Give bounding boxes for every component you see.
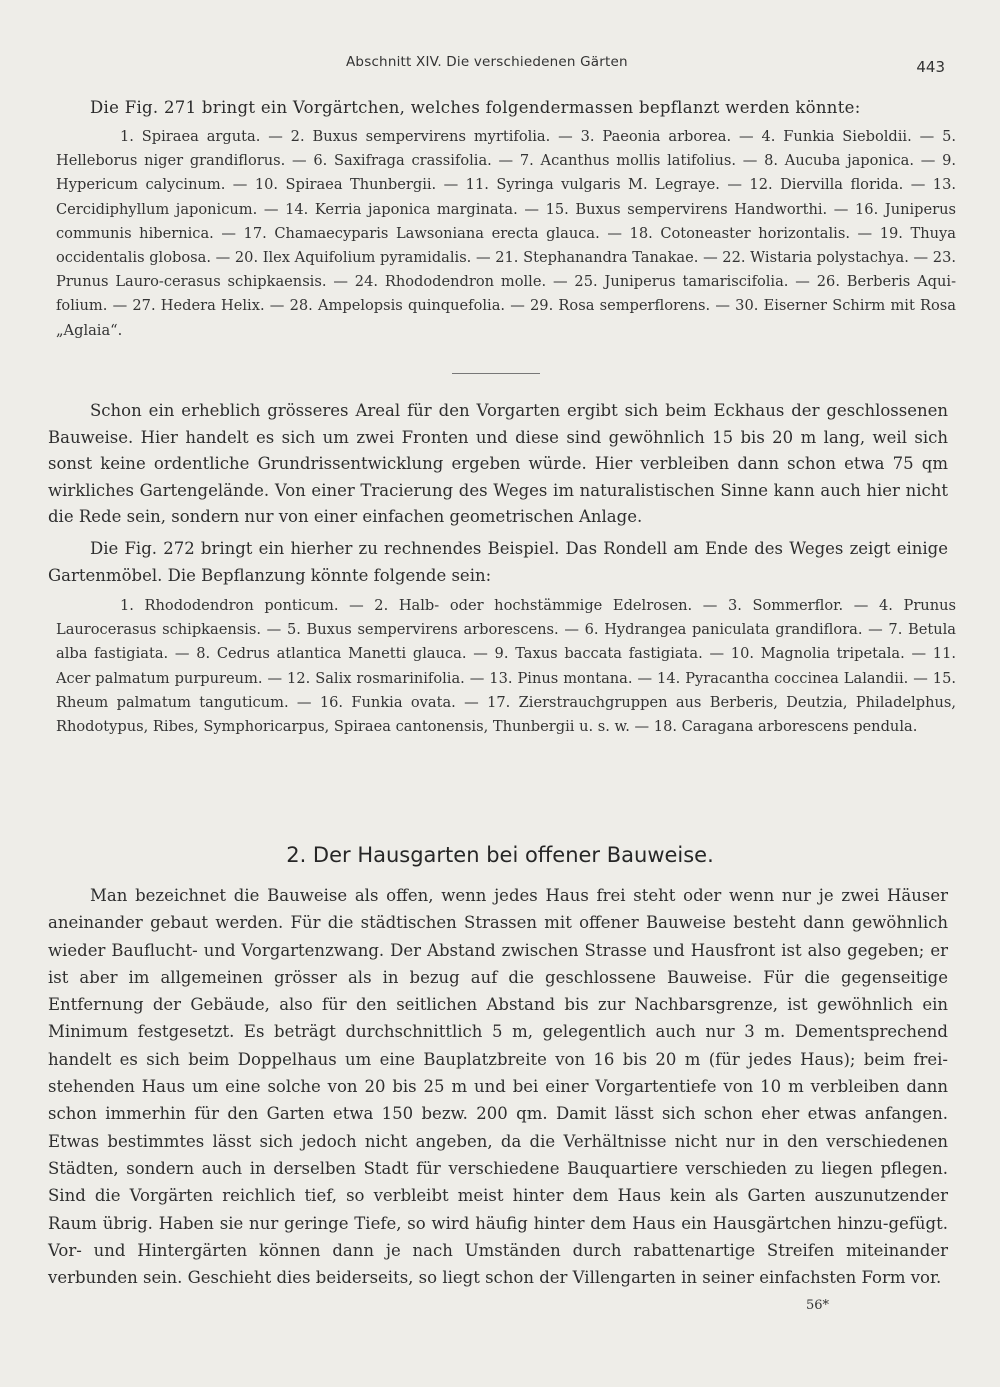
- paragraph-fig272: Die Fig. 272 bringt ein hierher zu rechnendes Beispiel. Das Rondell am Ende des Weges zeigt einige Gartenmöbel. Die Bepflanzung könnte folgende sein:: [48, 539, 948, 585]
- section-divider: [452, 373, 540, 374]
- paragraph-eckhaus: Schon ein erheblich grösseres Areal für den Vorgarten ergibt sich beim Eckhaus der geschlossenen Bauweise. Hier handelt es sich um zwei Fronten und diese sind gewöhnlich 15 bis 20 m lang, weil sich sonst keine ordentliche Grundrissentwicklung ergeben würde. Hier verbleiben dann schon etwa 75 qm wirkliches Gartengelände. Von einer Tracierung des Weges im naturalistischen Sinne kann auch hier nicht die Rede sein, sondern nur von einer einfachen geometrischen Anlage.: [48, 401, 948, 526]
- page-number: 443: [916, 58, 945, 76]
- section-title: 2. Der Hausgarten bei offener Bauweise.: [286, 843, 714, 867]
- fig271-plant-list: 1. Spiraea arguta. — 2. Buxus sempervirens myrtifolia. — 3. Paeonia arborea. — 4. Funkia Sieboldii. — 5. Helleborus niger grandiflorus. — 6. Saxifraga crassifolia. — 7. Acanthus mollis latifolius. — 8. Aucuba japonica. — 9. Hypericum calycinum. — 10. Spiraea Thunbergii. — 11. Syringa vulgaris M. Legraye. — 12. Diervilla florida. — 13. Cercidiphyllum japonicum. — 14. Kerria japonica marginata. — 15. Buxus sempervirens Handworthi. — 16. Juniperus communis hibernica. — 17. Chamaecyparis Lawsoniana erecta glauca. — 18. Cotoneaster horizontalis. — 19. Thuya occidentalis globosa. — 20. Ilex Aquifolium pyramidalis. — 21. Stephanandra Tanakae. — 22. Wistaria polystachya. — 23. Prunus Lauro-cerasus schipkaensis. — 24. Rhododendron molle. — 25. Juniperus tamariscifolia. — 26. Berberis Aqui-folium. — 27. Hedera Helix. — 28. Ampelopsis quinquefolia. — 29. Rosa semperflorens. — 30. Eiserner Schirm mit Rosa „Aglaia“.: [56, 128, 956, 339]
- fig271-intro: Die Fig. 271 bringt ein Vorgärtchen, welches folgendermassen bepflanzt werden könnte:: [90, 98, 861, 117]
- signature-mark: 56*: [806, 1298, 830, 1313]
- paragraph-offene-bauweise: Man bezeichnet die Bauweise als offen, wenn jedes Haus frei steht oder wenn nur je zwei Häuser aneinander gebaut werden. Für die städtischen Strassen mit offener Bauweise besteht dann gewöhnlich wieder Bauflucht- und Vorgartenzwang. Der Abstand zwischen Strasse und Hausfront ist also gegeben; er ist aber im allgemeinen grösser als in bezug auf die geschlossene Bauweise. Für die gegenseitige Entfernung der Gebäude, also für den seitlichen Abstand bis zur Nachbarsgrenze, ist gewöhnlich ein Minimum festgesetzt. Es beträgt durchschnittlich 5 m, gelegentlich auch nur 3 m. Dementsprechend handelt es sich beim Doppelhaus um eine Bauplatzbreite von 16 bis 20 m (für jedes Haus); beim frei-stehenden Haus um eine solche von 20 bis 25 m und bei einer Vorgartentiefe von 10 m verbleiben dann schon immerhin für den Garten etwa 150 bezw. 200 qm. Damit lässt sich schon eher etwas anfangen. Etwas bestimmtes lässt sich jedoch nicht angeben, da die Verhältnisse nicht nur in den verschiedenen Städten, sondern auch in derselben Stadt für verschiedene Bauquartiere verschieden zu liegen pflegen. Sind die Vorgärten reichlich tief, so verbleibt meist hinter dem Haus kein als Garten auszunutzender Raum übrig. Haben sie nur geringe Tiefe, so wird häufig hinter dem Haus ein Hausgärtchen hinzu-gefügt. Vor- und Hintergärten können dann je nach Umständen durch rabattenartige Streifen miteinander verbunden sein. Geschieht dies beiderseits, so liegt schon der Villengarten in seiner einfachsten Form vor.: [48, 886, 948, 1288]
- running-head: Abschnitt XIV. Die verschiedenen Gärten: [346, 54, 628, 70]
- fig272-plant-list: 1. Rhododendron ponticum. — 2. Halb- oder hochstämmige Edelrosen. — 3. Sommerflor. — 4. Prunus Laurocerasus schipkaensis. — 5. Buxus sempervirens arborescens. — 6. Hydrangea paniculata grandiflora. — 7. Betula alba fastigiata. — 8. Cedrus atlantica Manetti glauca. — 9. Taxus baccata fastigiata. — 10. Magnolia tripetala. — 11. Acer palmatum purpureum. — 12. Salix rosmarinifolia. — 13. Pinus montana. — 14. Pyracantha coccinea Lalandii. — 15. Rheum palmatum tanguticum. — 16. Funkia ovata. — 17. Zierstrauchgruppen aus Berberis, Deutzia, Philadelphus, Rhodotypus, Ribes, Symphoricarpus, Spiraea cantonensis, Thunbergii u. s. w. — 18. Caragana arborescens pendula.: [56, 597, 956, 736]
